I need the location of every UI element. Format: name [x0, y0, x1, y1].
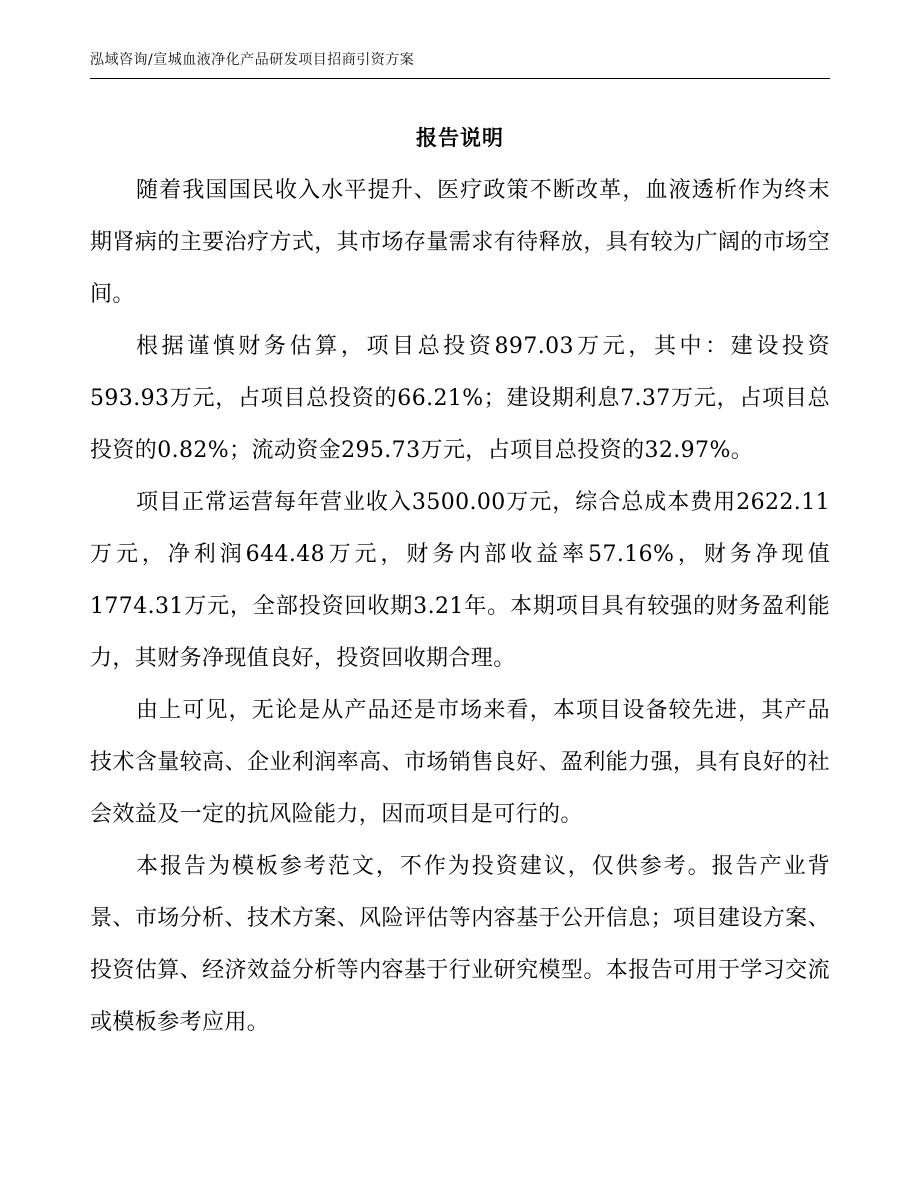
header-divider: [90, 78, 830, 79]
paragraph-disclaimer: 本报告为模板参考范文，不作为投资建议，仅供参考。报告产业背景、市场分析、技术方案、风险评估等内容基于公开信息；项目建设方案、投资估算、经济效益分析等内容基于行业研究模型。本报告可用于学习交流或模板参考应用。: [90, 854, 830, 1035]
paragraph-investment: 根据谨慎财务估算，项目总投资897.03万元，其中：建设投资593.93万元，占项目总投资的66.21%；建设期利息7.37万元，占项目总投资的0.82%；流动资金295.73万元，占项目总投资的32.97%。: [90, 334, 830, 463]
running-header: 泓域咨询/宣城血液净化产品研发项目招商引资方案: [90, 52, 415, 68]
paragraph-market: 随着我国国民收入水平提升、医疗政策不断改革，血液透析作为终末期肾病的主要治疗方式，其市场存量需求有待释放，具有较为广阔的市场空间。: [90, 178, 830, 307]
page-title: 报告说明: [416, 126, 504, 150]
document-body: [90, 165, 830, 1049]
paragraph-conclusion: 由上可见，无论是从产品还是市场来看，本项目设备较先进，其产品技术含量较高、企业利润率高、市场销售良好、盈利能力强，具有良好的社会效益及一定的抗风险能力，因而项目是可行的。: [90, 698, 830, 827]
paragraph-revenue: 项目正常运营每年营业收入3500.00万元，综合总成本费用2622.11万元，净利润644.48万元，财务内部收益率57.16%，财务净现值1774.31万元，全部投资回收期3.21年。本期项目具有较强的财务盈利能力，其财务净现值良好，投资回收期合理。: [90, 490, 830, 671]
